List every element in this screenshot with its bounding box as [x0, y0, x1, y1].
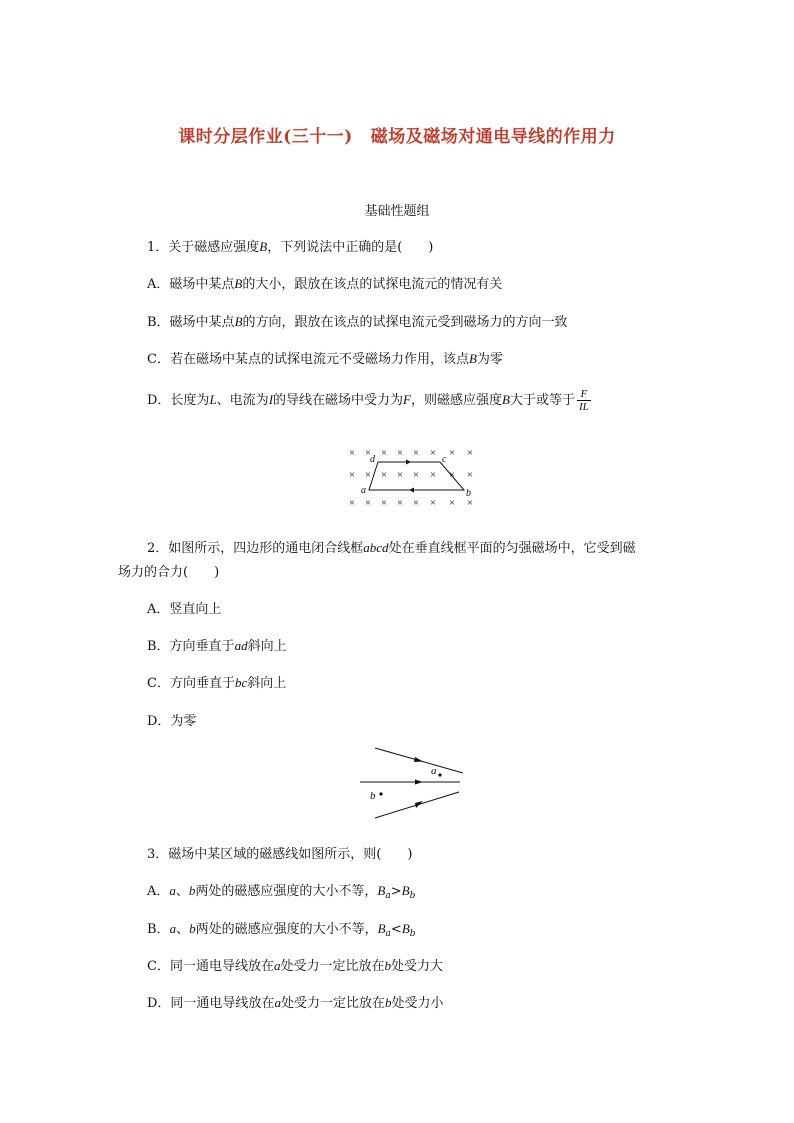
label-c: c [442, 454, 447, 465]
current-arrow-bottom [409, 488, 414, 493]
cross-mark: × [412, 447, 420, 459]
q1-option-b[interactable]: B．磁场中某点B的方向，跟放在该点的试探电流元受到磁场力的方向一致 [147, 314, 568, 330]
cross-mark: × [448, 469, 456, 481]
q3-option-d[interactable]: D．同一通电导线放在a处受力一定比放在b处受力小 [147, 995, 444, 1011]
label-b: b [370, 790, 376, 802]
current-arrow-top [406, 460, 411, 465]
cross-mark: × [412, 469, 420, 481]
q3-option-a[interactable]: A．a、b两处的磁感应强度的大小不等，$B_a>B_b$ [147, 883, 416, 901]
label-a: a [431, 765, 437, 777]
title-left: 课时分层作业(三十一) [178, 127, 353, 147]
title-right: 磁场及磁场对通电导线的作用力 [370, 127, 616, 147]
cross-mark: × [380, 469, 388, 481]
q1-option-d[interactable]: D．长度为L、电流为I的导线在磁场中受力为F，则磁感应强度B大于或等于 $\frac{F}{IL}$ [147, 388, 589, 413]
q2-option-a[interactable]: A．竖直向上 [147, 602, 222, 617]
cross-mark: × [364, 469, 372, 481]
cross-mark: × [429, 469, 437, 481]
figure-field-lines [355, 742, 470, 824]
cross-mark: × [412, 497, 420, 509]
point-b [379, 792, 382, 795]
page-title [0, 122, 794, 147]
cross-mark: × [448, 447, 456, 459]
q1-stem: 1．关于磁感应强度B，下列说法中正确的是( ) [147, 239, 434, 255]
q3-stem: 3．磁场中某区域的磁感线如图所示，则( ) [147, 847, 413, 862]
label-a: a [361, 485, 366, 496]
fraction-f-over-il: $\frac{F}{IL}$ [578, 388, 589, 413]
cross-mark: × [364, 497, 372, 509]
cross-mark: × [364, 447, 372, 459]
cross-mark: × [466, 497, 474, 509]
cross-mark: × [429, 497, 437, 509]
cross-mark: × [429, 447, 437, 459]
cross-mark: × [396, 469, 404, 481]
cross-mark: × [448, 497, 456, 509]
cross-mark: × [348, 469, 356, 481]
point-a [438, 773, 441, 776]
label-b: b [466, 488, 471, 499]
cross-mark: × [380, 447, 388, 459]
cross-mark: × [348, 497, 356, 509]
q1-option-a[interactable]: A．磁场中某点B的大小，跟放在该点的试探电流元的情况有关 [147, 276, 503, 292]
cross-mark: × [396, 497, 404, 509]
label-d: d [370, 454, 375, 465]
q2-stem-line2: 场力的合力( ) [118, 565, 220, 580]
cross-mark: × [466, 469, 474, 481]
cross-mark: × [348, 447, 356, 459]
cross-mark: × [466, 447, 474, 459]
field-arrow-middle [415, 780, 423, 785]
q2-stem-line1: 2．如图所示，四边形的通电闭合线框abcd处在垂直线框平面的匀强磁场中，它受到磁 [147, 540, 636, 556]
figure-loop-in-field [340, 440, 480, 512]
cross-mark: × [396, 447, 404, 459]
q1-option-c[interactable]: C．若在磁场中某点的试探电流元不受磁场力作用，该点B为零 [147, 351, 503, 367]
q2-option-b[interactable]: B．方向垂直于ad斜向上 [147, 638, 287, 654]
q2-option-c[interactable]: C．方向垂直于bc斜向上 [147, 675, 287, 691]
section-heading: 基础性题组 [364, 204, 430, 219]
cross-mark: × [380, 497, 388, 509]
field-arrow-top [414, 757, 423, 762]
q3-option-b[interactable]: B．a、b两处的磁感应强度的大小不等，$B_a<B_b$ [147, 921, 416, 939]
field-arrow-bottom [415, 801, 423, 808]
q3-option-c[interactable]: C．同一通电导线放在a处受力一定比放在b处受力大 [147, 958, 443, 974]
q2-option-d[interactable]: D．为零 [147, 714, 197, 729]
